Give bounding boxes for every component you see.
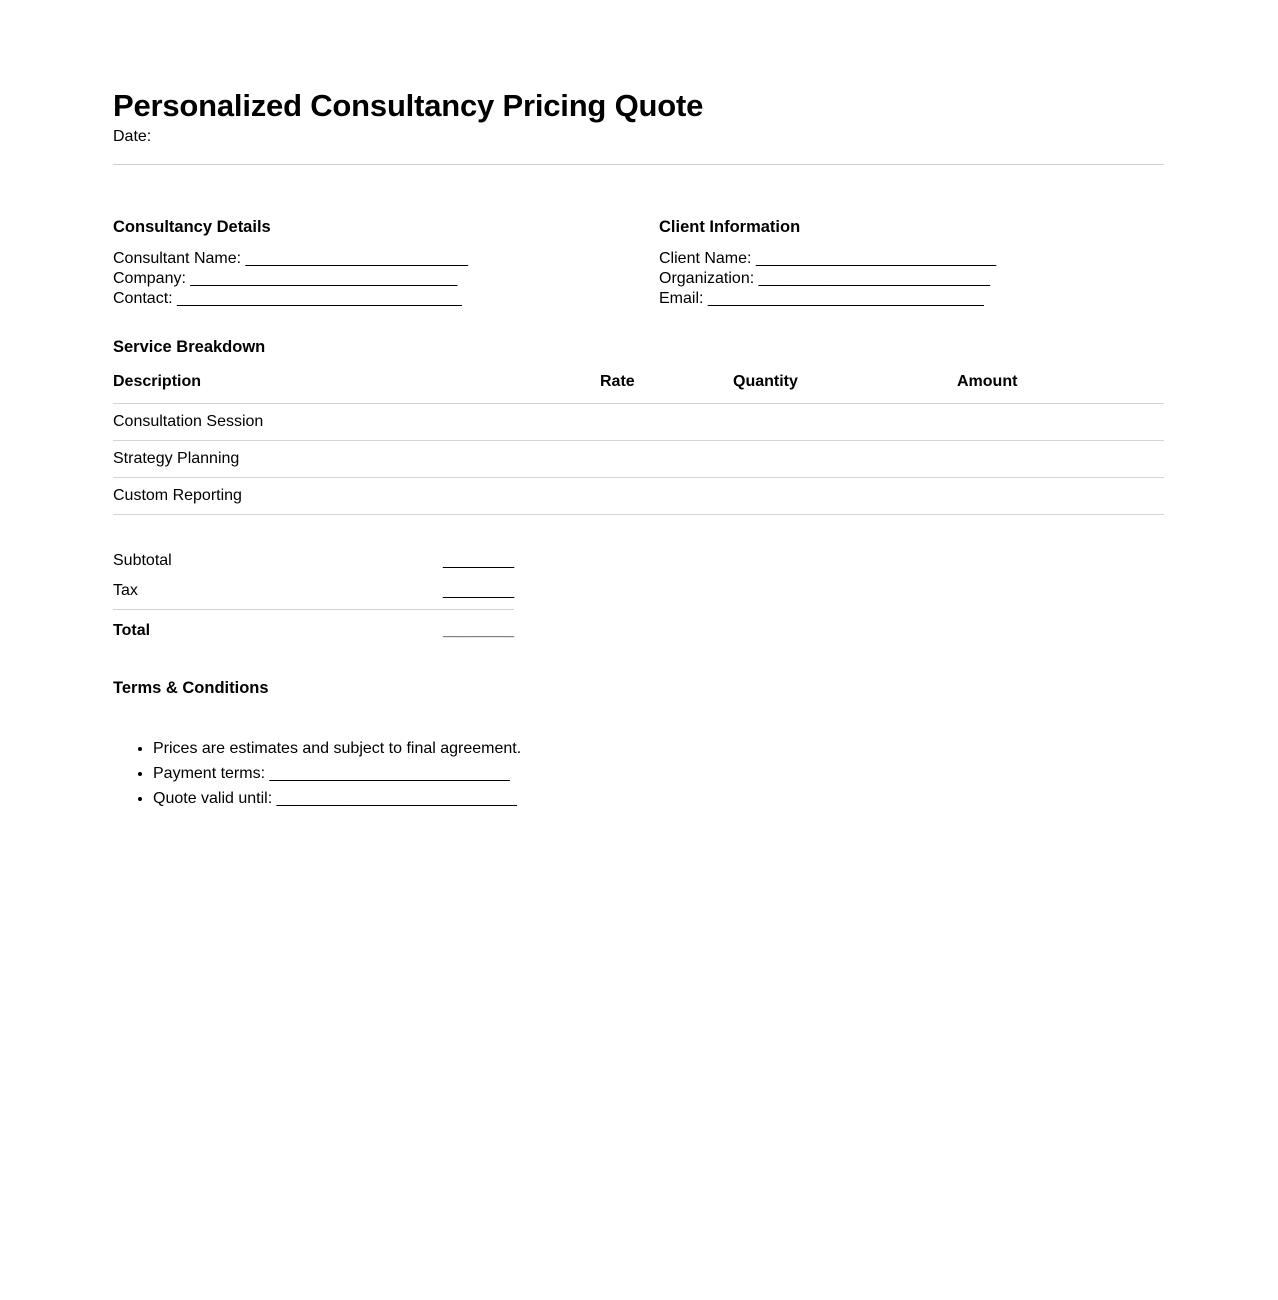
organization-input-line[interactable]: __________________________	[758, 270, 990, 287]
organization-field[interactable]	[659, 269, 1164, 289]
table-row	[113, 478, 1164, 515]
client-information-section	[659, 217, 1164, 309]
row-quantity[interactable]	[733, 404, 957, 441]
row-rate[interactable]	[600, 478, 733, 515]
client-name-input-line[interactable]: ___________________________	[755, 250, 997, 267]
contact-input-line[interactable]: ________________________________	[177, 290, 462, 307]
consultancy-details-section	[113, 217, 659, 309]
company-label: Company:	[113, 270, 186, 287]
tax-value-line[interactable]: ________	[443, 582, 515, 599]
totals-section	[113, 546, 514, 646]
list-item[interactable]: • Payment terms: ___________________________	[153, 761, 1164, 786]
consultant-name-field[interactable]	[113, 249, 659, 269]
company-input-line[interactable]: ______________________________	[190, 270, 458, 287]
total-value-line[interactable]: ________	[443, 622, 515, 639]
consultant-name-label: Consultant Name:	[113, 250, 242, 267]
contact-label: Contact:	[113, 290, 173, 307]
row-quantity[interactable]	[733, 441, 957, 478]
column-header-rate: Rate	[600, 373, 733, 404]
subtotal-label: Subtotal	[113, 552, 172, 569]
column-header-amount: Amount	[957, 373, 1164, 404]
client-name-label: Client Name:	[659, 250, 752, 267]
total-row	[113, 616, 514, 646]
subtotal-value-line[interactable]: ________	[443, 552, 515, 569]
company-field[interactable]	[113, 269, 659, 289]
contact-field[interactable]	[113, 289, 659, 309]
table-header-row	[113, 373, 1164, 404]
row-rate[interactable]	[600, 441, 733, 478]
organization-label: Organization:	[659, 270, 755, 287]
consultant-name-input-line[interactable]: _________________________	[245, 250, 468, 267]
service-breakdown-heading: Service Breakdown	[113, 338, 266, 356]
email-field[interactable]	[659, 289, 1164, 309]
tax-row	[113, 576, 514, 606]
terms-list	[113, 736, 1164, 811]
column-header-description: Description	[113, 373, 600, 404]
list-item: • Prices are estimates and subject to final agreement.	[153, 736, 1164, 761]
date-label: Date:	[113, 128, 152, 145]
row-amount[interactable]	[957, 404, 1164, 441]
row-description: Consultation Session	[113, 404, 600, 441]
row-amount[interactable]	[957, 478, 1164, 515]
table-row	[113, 404, 1164, 441]
row-description: Custom Reporting	[113, 478, 600, 515]
page-title: Personalized Consultancy Pricing Quote	[113, 88, 704, 123]
total-label: Total	[113, 622, 151, 639]
row-description: Strategy Planning	[113, 441, 600, 478]
row-amount[interactable]	[957, 441, 1164, 478]
email-input-line[interactable]: _______________________________	[707, 290, 984, 307]
tax-label: Tax	[113, 582, 138, 599]
list-item[interactable]: • Quote valid until: ___________________________	[153, 786, 1164, 811]
consultancy-details-heading: Consultancy Details	[113, 218, 271, 236]
client-name-field[interactable]	[659, 249, 1164, 269]
info-columns	[113, 217, 1164, 309]
subtotal-row	[113, 546, 514, 576]
email-label: Email:	[659, 290, 704, 307]
header-divider	[113, 164, 1164, 165]
date-line	[113, 127, 1164, 147]
column-header-quantity: Quantity	[733, 373, 957, 404]
totals-divider	[113, 609, 514, 610]
row-rate[interactable]	[600, 404, 733, 441]
terms-and-conditions-heading: Terms & Conditions	[113, 679, 269, 697]
service-breakdown-table	[113, 373, 1164, 515]
row-quantity[interactable]	[733, 478, 957, 515]
client-information-heading: Client Information	[659, 218, 801, 236]
table-row	[113, 441, 1164, 478]
